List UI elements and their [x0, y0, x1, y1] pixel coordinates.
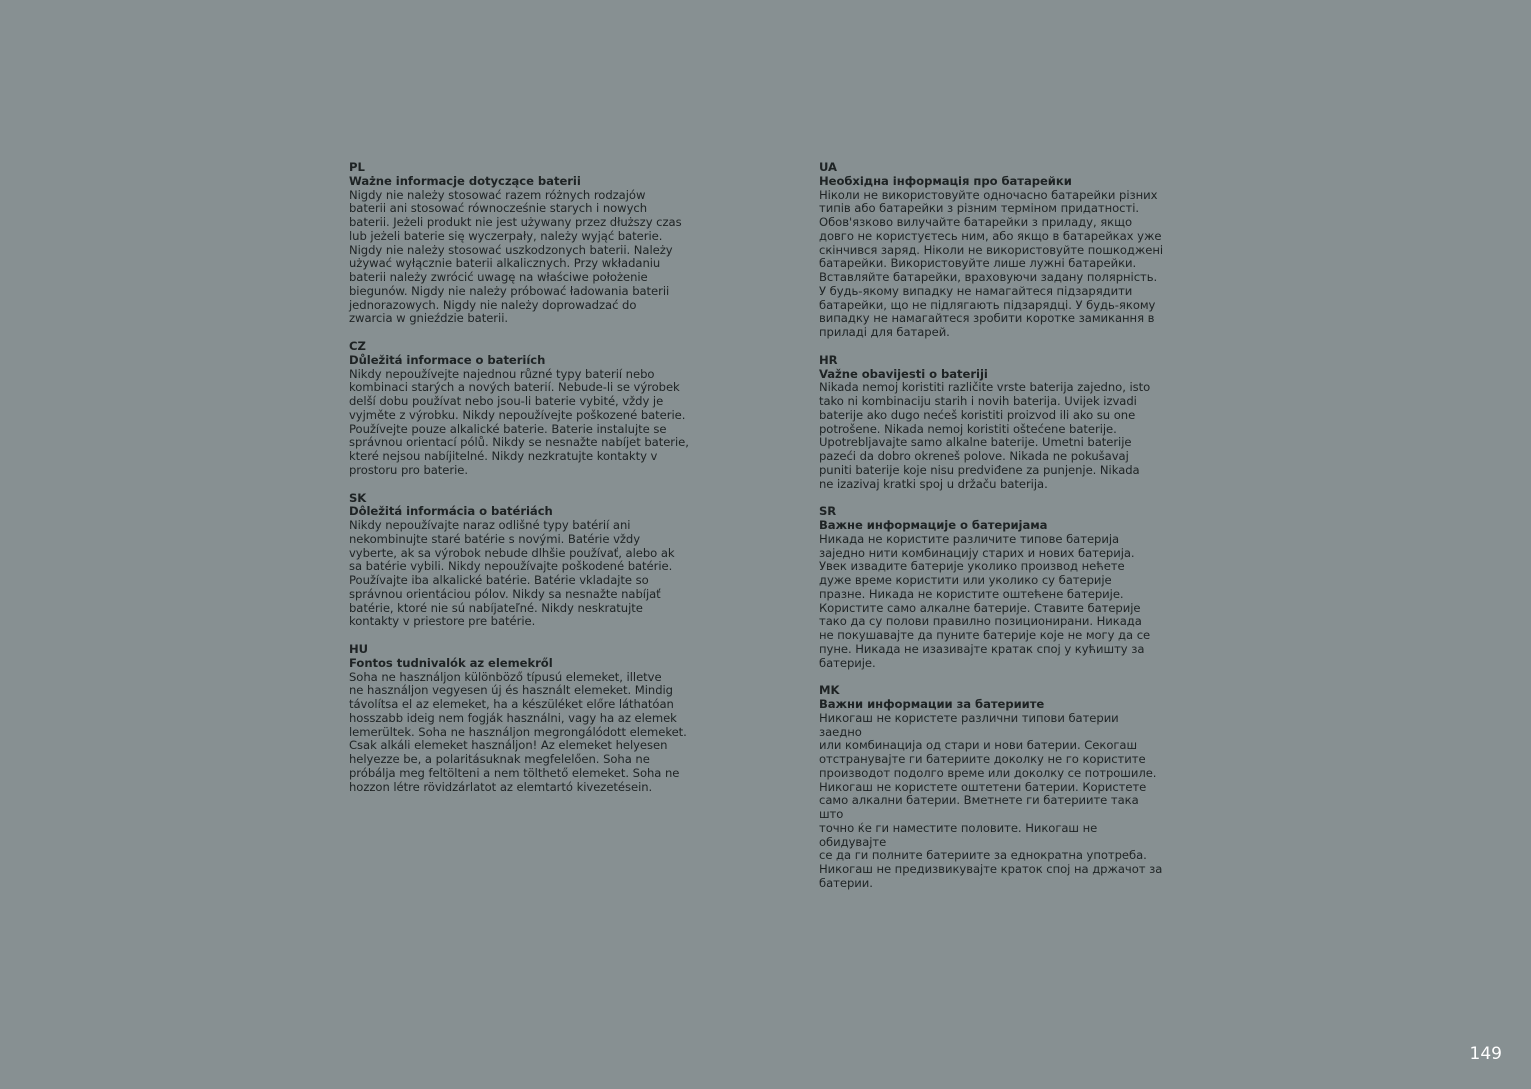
section-body: Никогаш не користете различни типови батерии заедно или комбинација од стари и нови батерии. Секогаш отстранувајте ги батериите доколку не го користите производот подолго време или доколку се потрошиле. Никогаш не користете оштетени батерии. Користете само алкални батерии. Вметнете ги батериите така што точно ќе ги наместите половите. Никогаш не обидувајте се да ги полните батериите за еднократна употреба. Никогаш не предизвикувајте краток спој на држачот за батерии.	[819, 710, 1163, 890]
language-code: CZ	[349, 339, 366, 353]
section-heading: Необхідна інформація про батарейки	[819, 173, 1072, 188]
section-body: Никада не користите различите типове батерија заједно нити комбинацију старих и нових батерија. Увек извадите батерије уколико производ нећете дуже време користити или уколико су батерије празне. Никада не користите оштећене батерије. Користите само алкалне батерије. Ставите батерије тако да су полови правилно позиционирани. Никада не покушавајте да пуните батерије које не могу да се пуне. Никада не изазивајте кратак спој у кућишту за батерије.	[819, 531, 1151, 670]
section-heading: Важни информации за батериите	[819, 697, 1045, 711]
section-body: Nigdy nie należy stosować razem różnych rodzajów baterii ani stosować równocześnie starych i nowych baterii. Jeżeli produkt nie jest używany przez dłuższy czas lub jeżeli baterie się wyczerpały, należy wyjąć baterie. Nigdy nie należy stosować uszkodzonych baterii. Należy używać wyłącznie baterii alkalicznych. Przy wkładaniu baterii należy zwrócić uwagę na właściwe położenie biegunów. Nigdy nie należy próbować ładowania baterii jednorazowych. Nigdy nie należy doprowadzać do zwarcia w gnieździe baterii.	[349, 187, 682, 326]
section-body: Ніколи не використовуйте одночасно батарейки різних типів або батарейки з різним терміном придатності. Обов'язково вилучайте батарейки з приладу, якщо довго не користуєтесь ним, або якщо в батарейках уже скінчився заряд. Ніколи не використовуйте пошкоджені батарейки. Використовуйте лише лужні батарейки. Вставляйте батарейки, враховуючи задану полярність. У будь-якому випадку не намагайтеся підзарядити батарейки, що не підлягають підзарядці. У будь-якому випадку не намагайтеся зробити коротке замикання в приладі для батарей.	[819, 187, 1164, 339]
section-body: Soha ne használjon különböző típusú elemeket, illetve ne használjon vegyesen új és használt elemeket. Mindig távolítsa el az elemeket, ha a készüléket előre láthatóan hosszabb ideig nem fogják használni, vagy ha az elemek lemerültek. Soha ne használjon megrongálódott elemeket. Csak alkáli elemeket használjon! Az elemeket helyesen helyezze be, a polaritásuknak megfelelően. Soha ne próbálja meg feltölteni a nem tölthető elemeket. Soha ne hozzon létre rövidzárlatot az elemtartó kivezetésein.	[349, 669, 687, 794]
section-hr	[819, 354, 1164, 492]
section-heading: Důležitá informace o bateriích	[349, 352, 546, 367]
section-heading: Важне информације о батеријама	[819, 518, 1048, 532]
language-code: PL	[349, 160, 365, 174]
section-sr	[819, 505, 1164, 670]
language-code: HR	[819, 352, 838, 367]
section-pl	[349, 161, 694, 326]
language-code: SK	[349, 490, 367, 505]
section-ua	[819, 161, 1164, 340]
right-column	[819, 161, 1164, 905]
page-number: 149	[1469, 1044, 1502, 1064]
section-hu	[349, 643, 694, 794]
section-mk	[819, 684, 1164, 890]
section-body: Nikdy nepoužívejte najednou různé typy baterií nebo kombinaci starých a nových baterií. Nebude-li se výrobek delší dobu používat nebo jsou-li baterie vybité, vždy je vyjměte z výrobku. Nikdy nepoužívejte poškozené baterie. Používejte pouze alkalické baterie. Baterie instalujte se správnou orientací pólů. Nikdy se nesnažte nabíjet baterie, které nejsou nabíjitelné. Nikdy nezkratujte kontakty v prostoru pro baterie.	[349, 366, 689, 477]
section-heading: Fontos tudnivalók az elemekről	[349, 655, 553, 670]
language-code: MK	[819, 683, 840, 698]
left-column	[349, 161, 694, 808]
section-sk	[349, 492, 694, 630]
section-cz	[349, 340, 694, 478]
section-heading: Ważne informacje dotyczące baterii	[349, 173, 581, 188]
language-code: HU	[349, 642, 369, 656]
section-body: Nikada nemoj koristiti različite vrste baterija zajedno, isto tako ni kombinaciju starih i novih baterija. Uvijek izvadi baterije ako dugo nećeš koristiti proizvod ili ako su one potrošene. Nikada nemoj koristiti oštećene baterije. Upotrebljavajte samo alkalne baterije. Umetni baterije pazeći da dobro okreneš polove. Nikada ne pokušavaj puniti baterije koje nisu predviđene za punjenje. Nikada ne izazivaj kratki spoj u držaču baterija.	[819, 380, 1151, 491]
language-code: SR	[819, 504, 837, 519]
language-code: UA	[819, 160, 837, 174]
section-heading: Važne obavijesti o bateriji	[819, 366, 988, 381]
section-heading: Dôležitá informácia o batériách	[349, 504, 553, 519]
section-body: Nikdy nepoužívajte naraz odlišné typy batérií ani nekombinujte staré batérie s novými. Batérie vždy vyberte, ak sa výrobok nebude dlhšie používať, alebo ak sa batérie vybili. Nikdy nepoužívajte poškodené batérie. Používajte iba alkalické batérie. Batérie vkladajte so správnou orientáciou pólov. Nikdy sa nesnažte nabíjať batérie, ktoré nie sú nabíjateľné. Nikdy neskratujte kontakty v priestore pre batérie.	[349, 518, 675, 629]
